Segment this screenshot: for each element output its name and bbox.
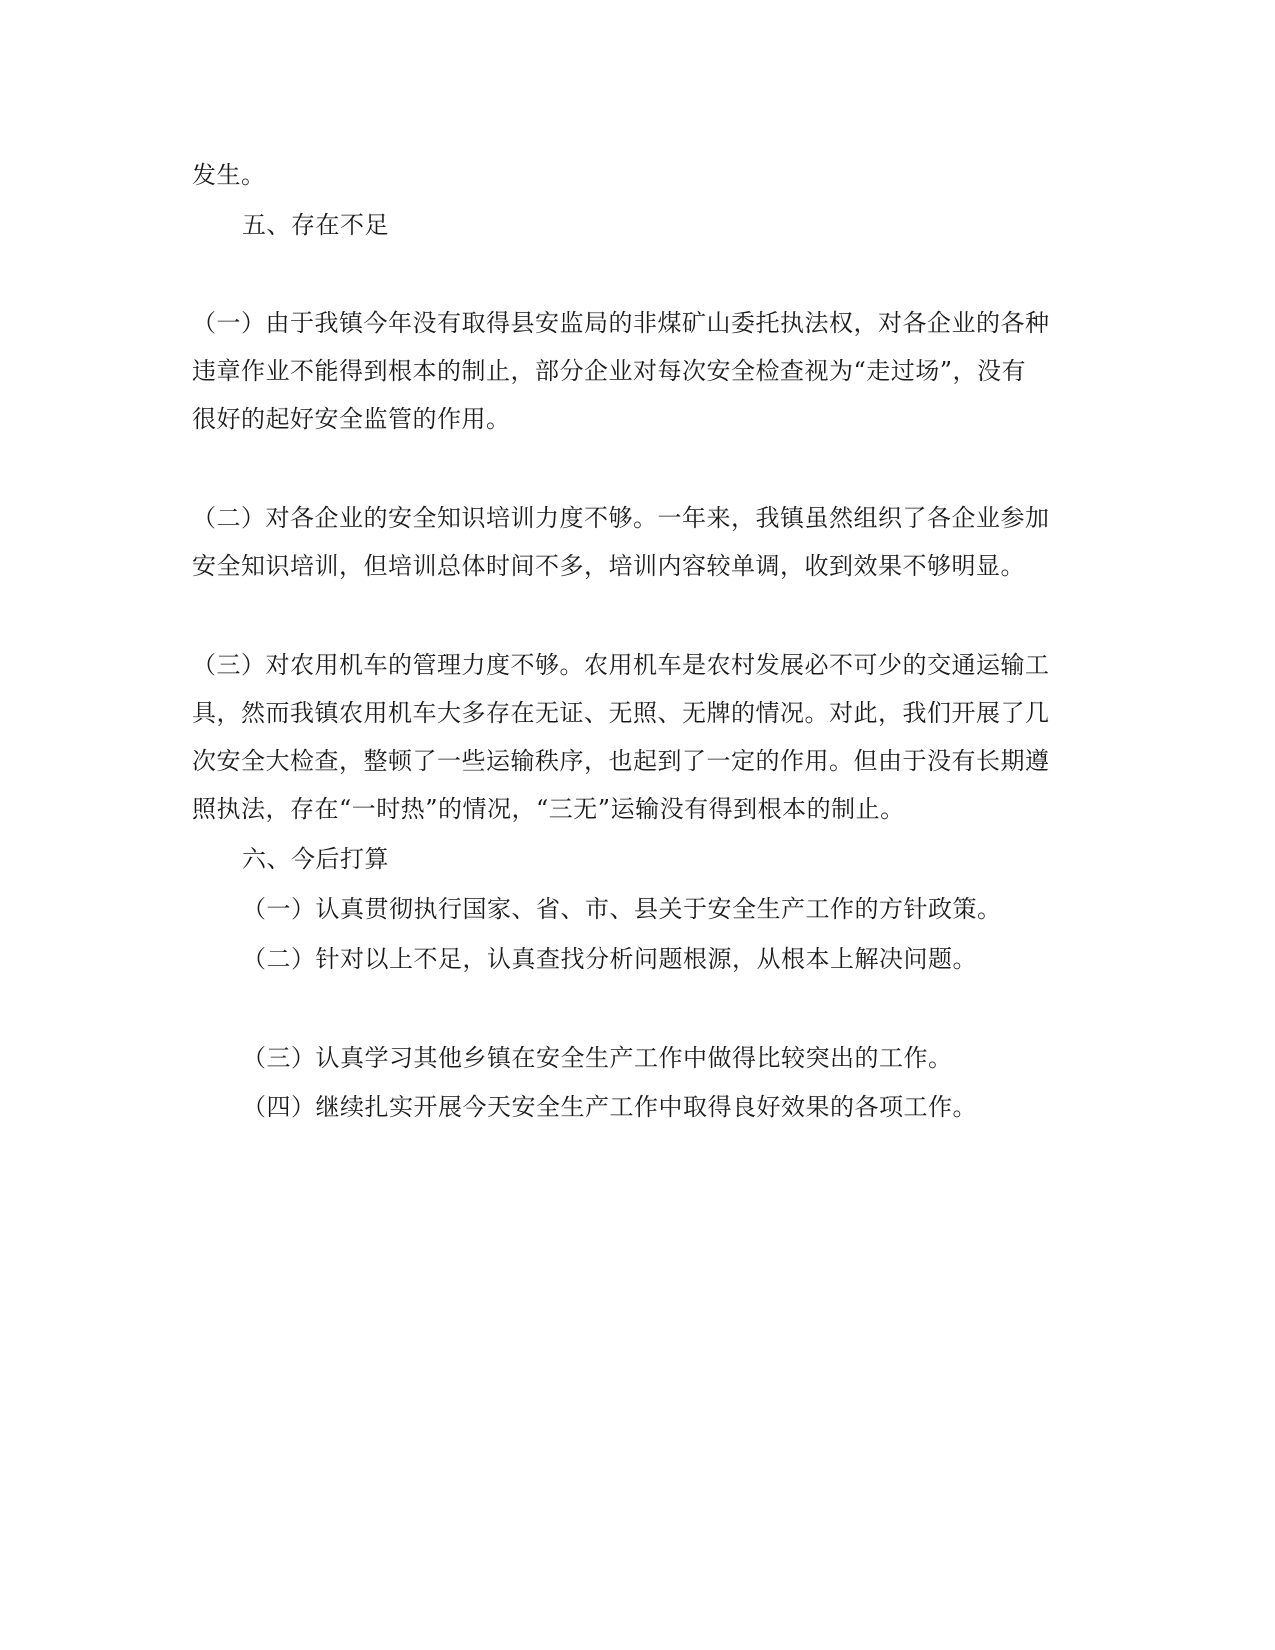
list-item: （二）针对以上不足，认真查找分析问题根源，从根本上解决问题。 xyxy=(242,945,977,973)
section-heading: 五、存在不足 xyxy=(242,211,389,239)
body-text-line: （一）由于我镇今年没有取得县安监局的非煤矿山委托执法权，对各企业的各种 xyxy=(192,309,1050,337)
body-text-line: 发生。 xyxy=(192,161,266,189)
body-text-line: 很好的起好安全监管的作用。 xyxy=(192,405,511,433)
list-item: （四）继续扎实开展今天安全生产工作中取得良好效果的各项工作。 xyxy=(242,1093,977,1121)
list-item: （一）认真贯彻执行国家、省、市、县关于安全生产工作的方针政策。 xyxy=(242,895,1002,923)
body-text-line: （三）对农用机车的管理力度不够。农用机车是农村发展必不可少的交通运输工 xyxy=(192,651,1050,679)
body-text-line: 照执法，存在“一时热”的情况，“三无”运输没有得到根本的制止。 xyxy=(192,795,905,823)
body-text-line: 违章作业不能得到根本的制止，部分企业对每次安全检查视为“走过场”，没有 xyxy=(192,357,1027,385)
body-text-line: 具，然而我镇农用机车大多存在无证、无照、无牌的情况。对此，我们开展了几 xyxy=(192,699,1050,727)
body-text-line: （二）对各企业的安全知识培训力度不够。一年来，我镇虽然组织了各企业参加 xyxy=(192,504,1050,532)
section-heading: 六、今后打算 xyxy=(242,845,389,873)
body-text-line: 安全知识培训，但培训总体时间不多，培训内容较单调，收到效果不够明显。 xyxy=(192,552,1025,580)
body-text-line: 次安全大检查，整顿了一些运输秩序，也起到了一定的作用。但由于没有长期遵 xyxy=(192,747,1050,775)
list-item: （三）认真学习其他乡镇在安全生产工作中做得比较突出的工作。 xyxy=(242,1044,953,1072)
